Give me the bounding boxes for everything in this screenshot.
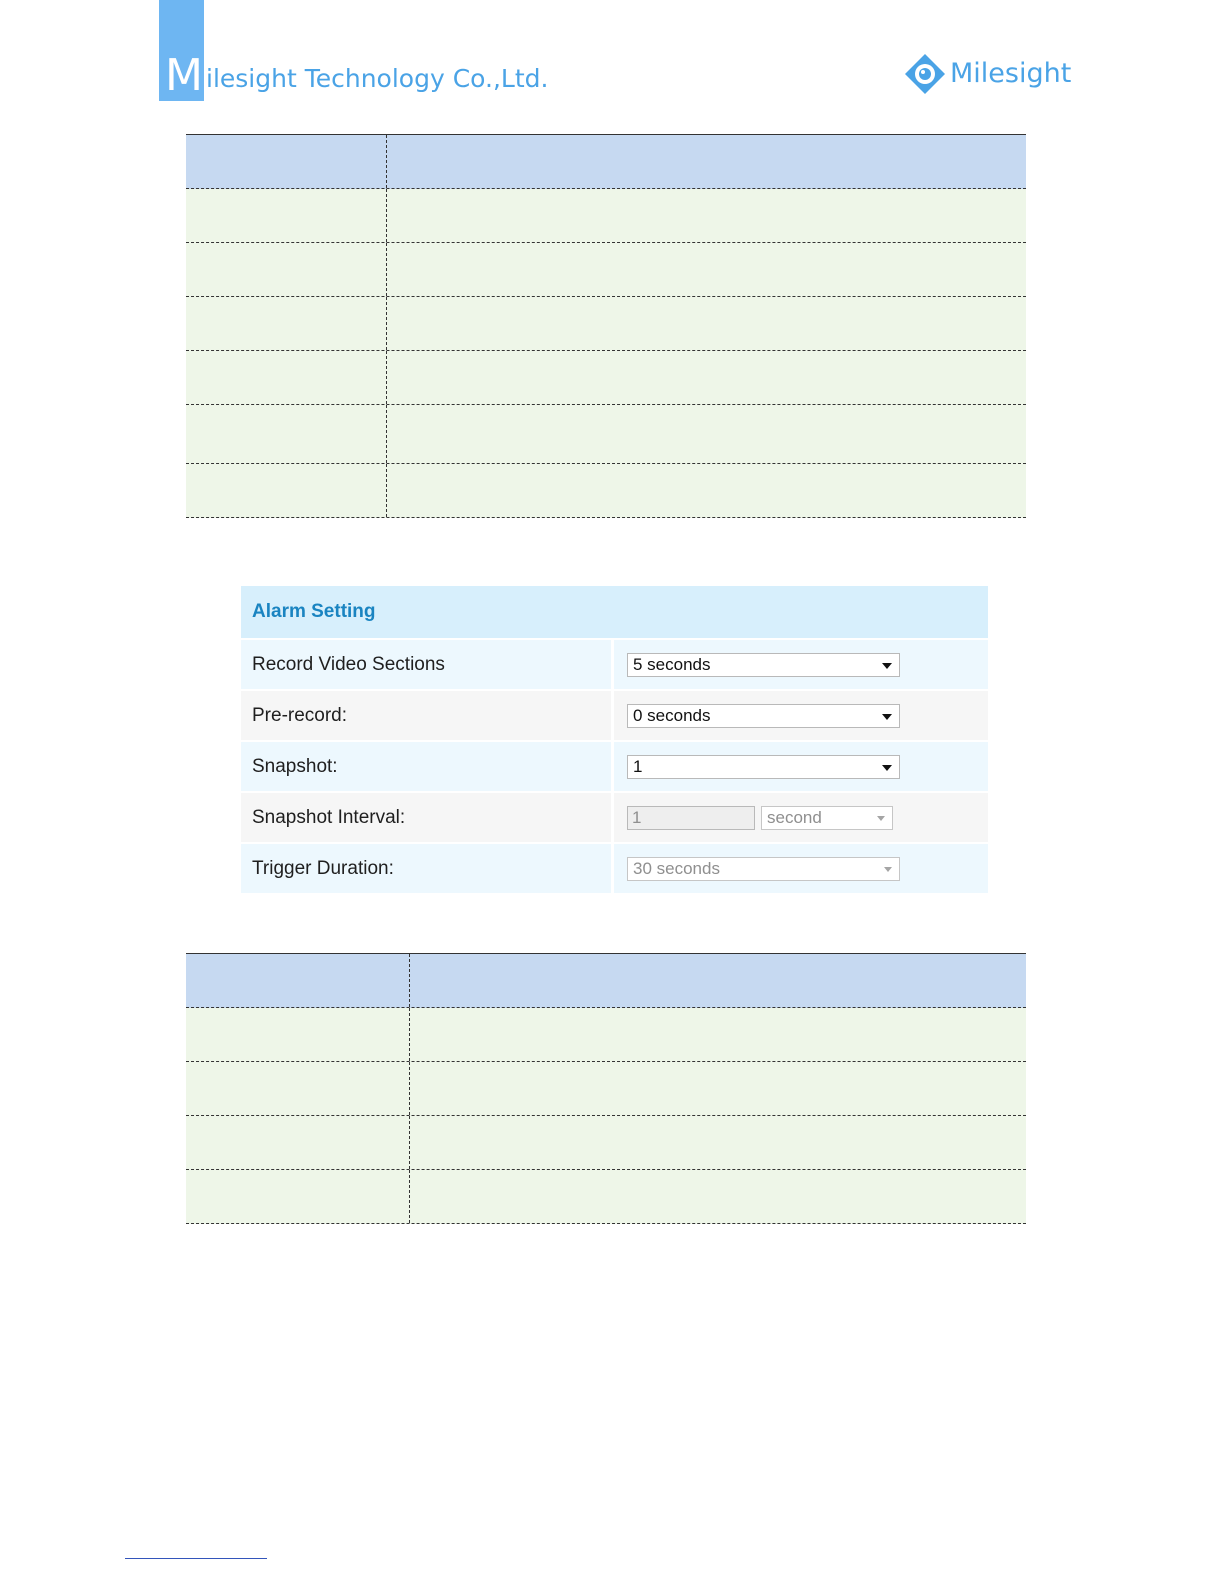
table-cell — [186, 464, 386, 517]
table-cell — [186, 1116, 409, 1169]
snapshot-interval-control — [614, 793, 988, 842]
table-row — [186, 189, 1026, 243]
table-cell — [186, 351, 386, 404]
table-cell — [409, 1062, 1026, 1115]
company-initial: M — [165, 50, 203, 101]
table-row — [186, 1008, 1026, 1062]
table-row — [186, 1062, 1026, 1116]
table-cell — [409, 1008, 1026, 1061]
alarm-setting-header — [241, 586, 988, 638]
pre-record-label: Pre-record: — [241, 691, 611, 740]
footer-rule — [125, 1558, 267, 1559]
record-video-sections-value: 5 seconds — [633, 654, 711, 674]
snapshot-interval-input[interactable]: 1 — [627, 806, 755, 830]
chevron-down-icon — [882, 663, 892, 669]
table-cell — [186, 297, 386, 350]
table-cell — [186, 405, 386, 463]
snapshot-control — [614, 742, 988, 791]
table-cell — [386, 405, 1026, 463]
snapshot-select[interactable] — [627, 755, 900, 779]
trigger-duration-value: 30 seconds — [633, 858, 720, 878]
snapshot-interval-label: Snapshot Interval: — [241, 793, 611, 842]
record-video-sections-row — [241, 638, 988, 689]
bottom-parameter-table — [186, 953, 1026, 1224]
record-video-sections-select[interactable] — [627, 653, 900, 677]
table-cell — [409, 1170, 1026, 1223]
snapshot-row — [241, 740, 988, 791]
table-cell — [186, 189, 386, 242]
table-cell — [186, 1062, 409, 1115]
table-header-cell — [186, 954, 409, 1007]
table-header-cell — [386, 135, 1026, 188]
table-row — [186, 1116, 1026, 1170]
trigger-duration-select[interactable] — [627, 857, 900, 881]
table-row — [186, 351, 1026, 405]
pre-record-select[interactable] — [627, 704, 900, 728]
table-row — [186, 297, 1026, 351]
chevron-down-icon — [877, 816, 885, 821]
milesight-logo — [903, 52, 1072, 100]
trigger-duration-row — [241, 842, 988, 893]
table-cell — [409, 1116, 1026, 1169]
record-video-sections-label: Record Video Sections — [241, 640, 611, 689]
table-row — [186, 243, 1026, 297]
pre-record-control — [614, 691, 988, 740]
table-header-cell — [186, 135, 386, 188]
table-cell — [386, 297, 1026, 350]
snapshot-label: Snapshot: — [241, 742, 611, 791]
table-row — [186, 405, 1026, 464]
chevron-down-icon — [882, 765, 892, 771]
table-row — [186, 464, 1026, 518]
table-cell — [386, 243, 1026, 296]
company-name: ilesight Technology Co.,Ltd. — [206, 64, 549, 93]
table-header-row — [186, 953, 1026, 1008]
snapshot-value: 1 — [633, 756, 643, 776]
snapshot-interval-unit-value: second — [767, 807, 822, 827]
pre-record-row — [241, 689, 988, 740]
snapshot-interval-row — [241, 791, 988, 842]
record-video-sections-control — [614, 640, 988, 689]
table-row — [186, 1170, 1026, 1224]
alarm-setting-title: Alarm Setting — [252, 601, 376, 622]
top-parameter-table — [186, 134, 1026, 518]
chevron-down-icon — [882, 714, 892, 720]
eye-diamond-icon — [903, 52, 947, 96]
table-header-row — [186, 134, 1026, 189]
table-cell — [186, 243, 386, 296]
table-cell — [386, 351, 1026, 404]
chevron-down-icon — [884, 867, 892, 872]
alarm-setting-panel — [241, 586, 988, 893]
pre-record-value: 0 seconds — [633, 705, 711, 725]
table-cell — [386, 189, 1026, 242]
table-cell — [186, 1170, 409, 1223]
trigger-duration-control — [614, 844, 988, 893]
snapshot-interval-unit-select[interactable] — [761, 806, 893, 830]
table-cell — [186, 1008, 409, 1061]
logo-text: Milesight — [950, 58, 1072, 89]
trigger-duration-label: Trigger Duration: — [241, 844, 611, 893]
table-header-cell — [409, 954, 1026, 1007]
table-cell — [386, 464, 1026, 517]
